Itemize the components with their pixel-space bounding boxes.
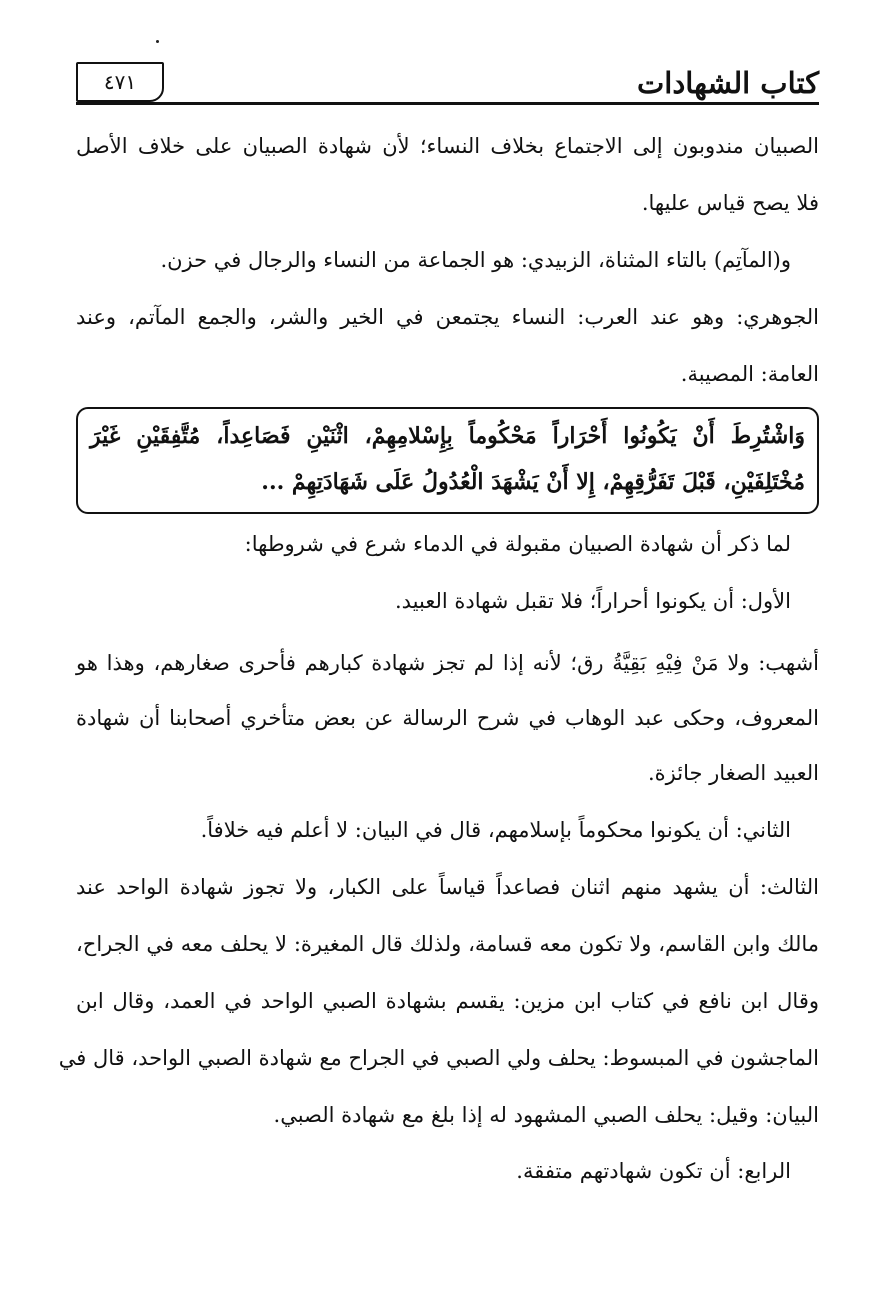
text-line: الثاني: أن يكونوا محكوماً بإسلامهم، قال في البيان: لا أعلم فيه خلافاً. xyxy=(200,818,791,842)
book-title: كتاب الشهادات xyxy=(636,66,819,100)
text-line: مالك وابن القاسم، ولا تكون معه قسامة، ولذلك قال المغيرة: لا يحلف معه في الجراح، xyxy=(76,932,819,956)
matn-line: وَاشْتُرِطَ أَنْ يَكُونُوا أَحْرَاراً مَحْكُوماً بِإِسْلامِهِمْ، اثْنَيْنِ فَصَاعِداً، مُتَّفِقَيْنِ غَيْرَ xyxy=(90,423,805,449)
text-line: العامة: المصيبة. xyxy=(680,362,819,386)
text-line: المعروف، وحكى عبد الوهاب في شرح الرسالة عن بعض متأخري أصحابنا أن شهادة xyxy=(76,706,819,730)
text-line: الرابع: أن تكون شهادتهم متفقة. xyxy=(516,1159,791,1183)
text-line: الأول: أن يكونوا أحراراً؛ فلا تقبل شهادة العبيد. xyxy=(394,589,791,613)
text-line: الثالث: أن يشهد منهم اثنان فصاعداً قياساً على الكبار، ولا تجوز شهادة الواحد عند xyxy=(76,875,819,899)
text-line: و(المآتِم) بالتاء المثناة، الزبيدي: هو الجماعة من النساء والرجال في حزن. xyxy=(160,248,791,272)
ink-speck xyxy=(156,40,159,43)
text-line: الجوهري: وهو عند العرب: النساء يجتمعن في الخير والشر، والجمع المآتم، وعند xyxy=(76,305,819,329)
text-line: البيان: وقيل: يحلف الصبي المشهود له إذا بلغ مع شهادة الصبي. xyxy=(273,1103,819,1127)
text-line: لما ذكر أن شهادة الصبيان مقبولة في الدماء شرع في شروطها: xyxy=(244,532,791,556)
text-line: وقال ابن نافع في كتاب ابن مزين: يقسم بشهادة الصبي الواحد في العمد، وقال ابن xyxy=(76,989,819,1013)
text-line: فلا يصح قياس عليها. xyxy=(641,191,819,215)
page-header xyxy=(76,62,819,106)
text-line: أشهب: ولا مَنْ فِيْهِ بَقِيَّةُ رق؛ لأنه إذا لم تجز شهادة كبارهم فأحرى صغارهم، وهذا هو xyxy=(76,651,819,675)
text-line: الصبيان مندوبون إلى الاجتماع بخلاف النساء؛ لأن شهادة الصبيان على خلاف الأصل xyxy=(76,134,819,158)
text-line: العبيد الصغار جائزة. xyxy=(647,761,819,785)
page-number: ٤٧١ xyxy=(76,62,164,102)
header-rule xyxy=(76,102,819,105)
matn-line: مُخْتَلِفَيْنِ، قَبْلَ تَفَرُّقِهِمْ، إِلا أَنْ يَشْهَدَ الْعُدُولُ عَلَى شَهَادَتِهِمْ ... xyxy=(261,469,805,495)
matn-box xyxy=(76,407,819,514)
text-line: الماجشون في المبسوط: يحلف ولي الصبي في الجراح مع شهادة الصبي الواحد، قال في xyxy=(58,1046,819,1070)
